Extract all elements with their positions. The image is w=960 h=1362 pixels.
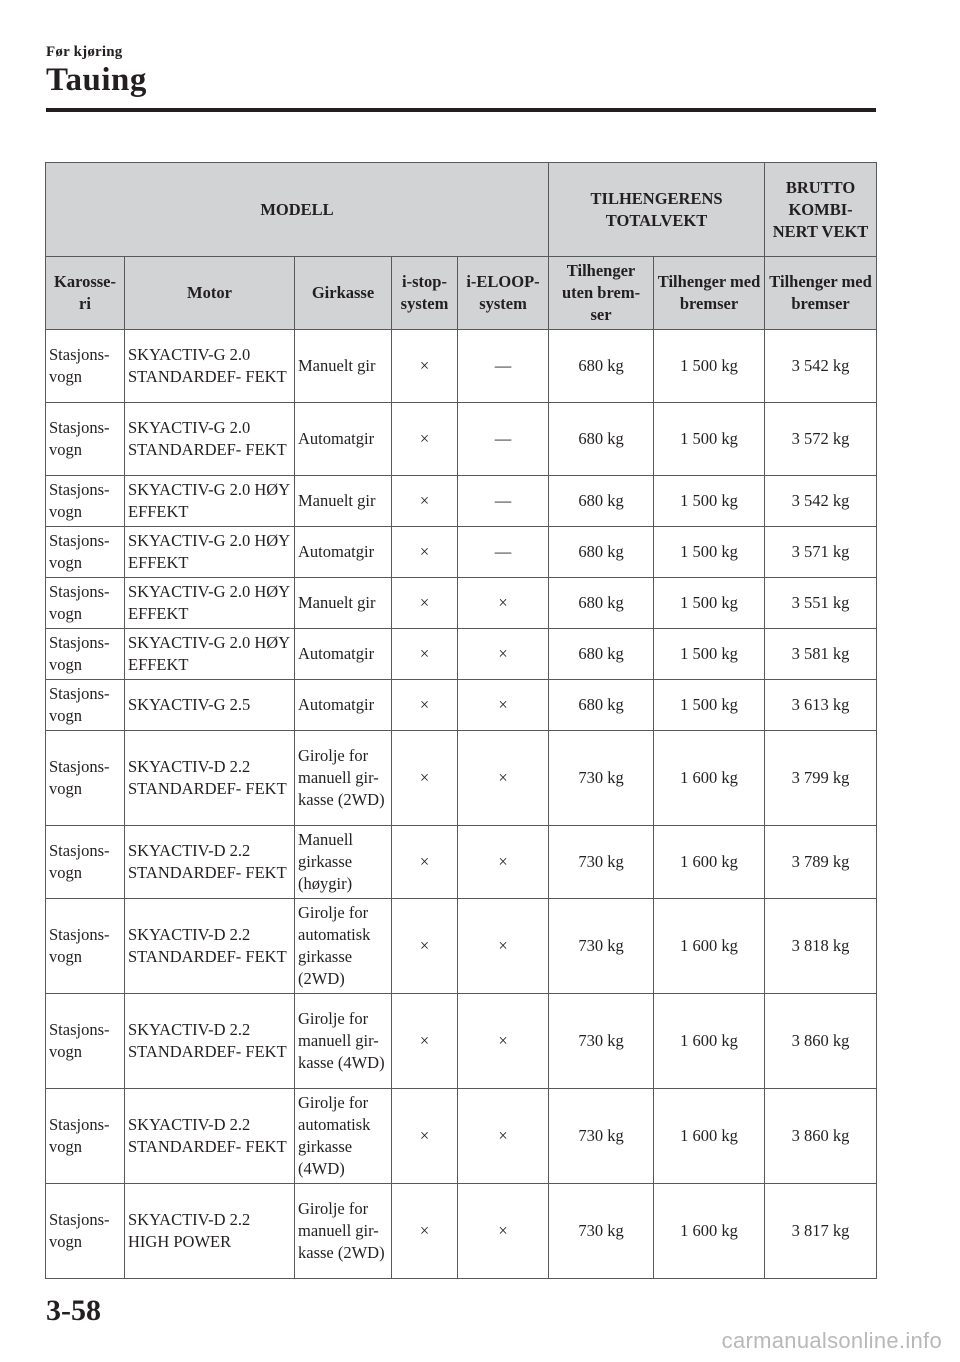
cell-i-eloop: × bbox=[458, 826, 549, 899]
cell-kombinert-vekt: 3 860 kg bbox=[765, 994, 877, 1089]
cell-motor: SKYACTIV-D 2.2 STANDARDEF- FEKT bbox=[125, 826, 295, 899]
table-row bbox=[46, 1089, 877, 1184]
header-modell: MODELL bbox=[46, 163, 549, 257]
cell-karosseri: Stasjons- vogn bbox=[46, 527, 125, 578]
cell-uten-bremser: 730 kg bbox=[549, 731, 654, 826]
cell-karosseri: Stasjons- vogn bbox=[46, 629, 125, 680]
cell-i-eloop: × bbox=[458, 731, 549, 826]
column-header-i-stop: i-stop- system bbox=[392, 257, 458, 330]
cell-med-bremser: 1 500 kg bbox=[654, 527, 765, 578]
cell-girkasse: Manuelt gir bbox=[295, 476, 392, 527]
title-divider bbox=[46, 108, 876, 112]
column-header-med-bremser: Tilhenger med bremser bbox=[654, 257, 765, 330]
cell-i-stop: × bbox=[392, 899, 458, 994]
column-header-i-eloop: i-ELOOP- system bbox=[458, 257, 549, 330]
cell-motor: SKYACTIV-G 2.0 HØY EFFEKT bbox=[125, 476, 295, 527]
table-row bbox=[46, 476, 877, 527]
cell-kombinert-vekt: 3 572 kg bbox=[765, 403, 877, 476]
cell-i-eloop: × bbox=[458, 899, 549, 994]
cell-i-eloop: — bbox=[458, 330, 549, 403]
cell-girkasse: Automatgir bbox=[295, 629, 392, 680]
cell-i-stop: × bbox=[392, 527, 458, 578]
cell-girkasse: Manuell girkasse (høygir) bbox=[295, 826, 392, 899]
table-row bbox=[46, 899, 877, 994]
towing-weight-table bbox=[45, 162, 877, 1279]
cell-girkasse: Girolje for manuell gir- kasse (2WD) bbox=[295, 731, 392, 826]
table-row bbox=[46, 1184, 877, 1279]
column-header-karosseri: Karosse- ri bbox=[46, 257, 125, 330]
table-row bbox=[46, 680, 877, 731]
page-number: 3-58 bbox=[46, 1294, 101, 1327]
table-row bbox=[46, 826, 877, 899]
cell-uten-bremser: 730 kg bbox=[549, 1184, 654, 1279]
section-label: Før kjøring bbox=[46, 44, 123, 60]
cell-med-bremser: 1 500 kg bbox=[654, 330, 765, 403]
cell-kombinert-vekt: 3 818 kg bbox=[765, 899, 877, 994]
cell-girkasse: Automatgir bbox=[295, 403, 392, 476]
cell-i-stop: × bbox=[392, 1089, 458, 1184]
cell-kombinert-vekt: 3 542 kg bbox=[765, 330, 877, 403]
cell-i-stop: × bbox=[392, 476, 458, 527]
cell-motor: SKYACTIV-G 2.0 STANDARDEF- FEKT bbox=[125, 330, 295, 403]
cell-karosseri: Stasjons- vogn bbox=[46, 330, 125, 403]
table-row bbox=[46, 731, 877, 826]
cell-motor: SKYACTIV-D 2.2 STANDARDEF- FEKT bbox=[125, 994, 295, 1089]
cell-uten-bremser: 730 kg bbox=[549, 899, 654, 994]
cell-girkasse: Manuelt gir bbox=[295, 578, 392, 629]
cell-med-bremser: 1 600 kg bbox=[654, 994, 765, 1089]
cell-kombinert-vekt: 3 789 kg bbox=[765, 826, 877, 899]
header-brutto-kombinert-vekt: BRUTTO KOMBI- NERT VEKT bbox=[765, 163, 877, 257]
cell-med-bremser: 1 500 kg bbox=[654, 476, 765, 527]
cell-uten-bremser: 730 kg bbox=[549, 994, 654, 1089]
cell-motor: SKYACTIV-G 2.5 bbox=[125, 680, 295, 731]
cell-i-stop: × bbox=[392, 680, 458, 731]
cell-kombinert-vekt: 3 551 kg bbox=[765, 578, 877, 629]
cell-motor: SKYACTIV-D 2.2 STANDARDEF- FEKT bbox=[125, 899, 295, 994]
table-row bbox=[46, 403, 877, 476]
cell-kombinert-vekt: 3 860 kg bbox=[765, 1089, 877, 1184]
cell-karosseri: Stasjons- vogn bbox=[46, 731, 125, 826]
cell-girkasse: Girolje for manuell gir- kasse (4WD) bbox=[295, 994, 392, 1089]
cell-girkasse: Automatgir bbox=[295, 680, 392, 731]
cell-girkasse: Automatgir bbox=[295, 527, 392, 578]
table-row bbox=[46, 629, 877, 680]
cell-motor: SKYACTIV-G 2.0 HØY EFFEKT bbox=[125, 578, 295, 629]
cell-uten-bremser: 680 kg bbox=[549, 403, 654, 476]
column-header-uten-bremser: Tilhenger uten brem- ser bbox=[549, 257, 654, 330]
cell-uten-bremser: 680 kg bbox=[549, 629, 654, 680]
cell-i-stop: × bbox=[392, 629, 458, 680]
table-row bbox=[46, 527, 877, 578]
cell-i-eloop: × bbox=[458, 578, 549, 629]
cell-kombinert-vekt: 3 613 kg bbox=[765, 680, 877, 731]
cell-girkasse: Manuelt gir bbox=[295, 330, 392, 403]
cell-karosseri: Stasjons- vogn bbox=[46, 1184, 125, 1279]
cell-kombinert-vekt: 3 799 kg bbox=[765, 731, 877, 826]
cell-i-stop: × bbox=[392, 826, 458, 899]
watermark: carmanualsonline.info bbox=[721, 1328, 942, 1353]
cell-med-bremser: 1 600 kg bbox=[654, 1089, 765, 1184]
cell-karosseri: Stasjons- vogn bbox=[46, 994, 125, 1089]
cell-uten-bremser: 680 kg bbox=[549, 476, 654, 527]
cell-motor: SKYACTIV-G 2.0 HØY EFFEKT bbox=[125, 527, 295, 578]
cell-uten-bremser: 680 kg bbox=[549, 330, 654, 403]
column-header-kombinert-med-bremser: Tilhenger med bremser bbox=[765, 257, 877, 330]
cell-i-eloop: × bbox=[458, 994, 549, 1089]
column-header-girkasse: Girkasse bbox=[295, 257, 392, 330]
cell-uten-bremser: 730 kg bbox=[549, 826, 654, 899]
cell-karosseri: Stasjons- vogn bbox=[46, 1089, 125, 1184]
cell-uten-bremser: 680 kg bbox=[549, 527, 654, 578]
cell-kombinert-vekt: 3 817 kg bbox=[765, 1184, 877, 1279]
cell-karosseri: Stasjons- vogn bbox=[46, 899, 125, 994]
cell-karosseri: Stasjons- vogn bbox=[46, 578, 125, 629]
cell-motor: SKYACTIV-D 2.2 STANDARDEF- FEKT bbox=[125, 1089, 295, 1184]
cell-uten-bremser: 730 kg bbox=[549, 1089, 654, 1184]
cell-karosseri: Stasjons- vogn bbox=[46, 476, 125, 527]
cell-med-bremser: 1 500 kg bbox=[654, 403, 765, 476]
cell-med-bremser: 1 600 kg bbox=[654, 826, 765, 899]
cell-i-eloop: — bbox=[458, 476, 549, 527]
cell-med-bremser: 1 600 kg bbox=[654, 1184, 765, 1279]
cell-motor: SKYACTIV-D 2.2 HIGH POWER bbox=[125, 1184, 295, 1279]
table-row bbox=[46, 330, 877, 403]
cell-girkasse: Girolje for automatisk girkasse (4WD) bbox=[295, 1089, 392, 1184]
cell-i-stop: × bbox=[392, 403, 458, 476]
cell-karosseri: Stasjons- vogn bbox=[46, 680, 125, 731]
cell-i-stop: × bbox=[392, 731, 458, 826]
cell-karosseri: Stasjons- vogn bbox=[46, 403, 125, 476]
cell-i-stop: × bbox=[392, 994, 458, 1089]
cell-i-eloop: — bbox=[458, 403, 549, 476]
cell-motor: SKYACTIV-D 2.2 STANDARDEF- FEKT bbox=[125, 731, 295, 826]
table-row bbox=[46, 994, 877, 1089]
cell-uten-bremser: 680 kg bbox=[549, 680, 654, 731]
column-header-motor: Motor bbox=[125, 257, 295, 330]
cell-girkasse: Girolje for manuell gir- kasse (2WD) bbox=[295, 1184, 392, 1279]
cell-i-eloop: × bbox=[458, 1184, 549, 1279]
table-row bbox=[46, 578, 877, 629]
cell-i-eloop: × bbox=[458, 1089, 549, 1184]
cell-i-stop: × bbox=[392, 578, 458, 629]
cell-kombinert-vekt: 3 571 kg bbox=[765, 527, 877, 578]
cell-kombinert-vekt: 3 581 kg bbox=[765, 629, 877, 680]
cell-kombinert-vekt: 3 542 kg bbox=[765, 476, 877, 527]
cell-med-bremser: 1 500 kg bbox=[654, 629, 765, 680]
cell-i-eloop: × bbox=[458, 629, 549, 680]
cell-med-bremser: 1 600 kg bbox=[654, 731, 765, 826]
cell-motor: SKYACTIV-G 2.0 HØY EFFEKT bbox=[125, 629, 295, 680]
cell-girkasse: Girolje for automatisk girkasse (2WD) bbox=[295, 899, 392, 994]
cell-med-bremser: 1 500 kg bbox=[654, 680, 765, 731]
cell-med-bremser: 1 500 kg bbox=[654, 578, 765, 629]
cell-motor: SKYACTIV-G 2.0 STANDARDEF- FEKT bbox=[125, 403, 295, 476]
cell-i-stop: × bbox=[392, 330, 458, 403]
header-tilhengerens-totalvekt: TILHENGERENS TOTALVEKT bbox=[549, 163, 765, 257]
cell-uten-bremser: 680 kg bbox=[549, 578, 654, 629]
cell-i-stop: × bbox=[392, 1184, 458, 1279]
cell-med-bremser: 1 600 kg bbox=[654, 899, 765, 994]
cell-i-eloop: — bbox=[458, 527, 549, 578]
page-title: Tauing bbox=[46, 62, 147, 98]
cell-i-eloop: × bbox=[458, 680, 549, 731]
cell-karosseri: Stasjons- vogn bbox=[46, 826, 125, 899]
